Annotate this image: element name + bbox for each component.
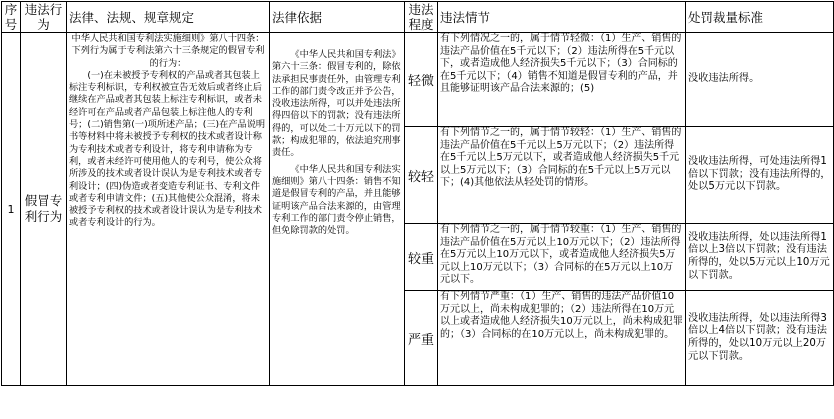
header-laws: 法律、法规、规章规定 — [67, 2, 270, 33]
header-basis: 法律依据 — [270, 2, 405, 33]
situation-minor: 有下列情况之一的，属于情节轻微：（1）生产、销售的违法产品价值在5千元以下；（2）违法所得在5千元以下，或者造成他人经济损失5千元以下；（3）合同标的在5千元以下；（4）销售不知道是假冒专利的产品，并且能够证明该产品合法来源的；(5) — [438, 33, 686, 127]
header-seq: 序号 — [2, 2, 21, 33]
basis-p2: 《中华人民共和国专利法实施细则》第八十四条：销售不知道是假冒专利的产品，并且能够证明该产品合法来源的，由管理专利工作的部门责令停止销售，但免除罚款的处罚。 — [272, 163, 401, 237]
laws-cell — [67, 33, 270, 386]
header-penalty: 处罚裁量标准 — [686, 2, 834, 33]
header-situation: 违法情节 — [438, 2, 686, 33]
laws-body: (一)在未被授予专利权的产品或者其包装上标注专利标识，专利权被宣告无效后或者终止后继续在产品或者其包装上标注专利标识，或者未经许可在产品或者产品包装上标注他人的专利号；(二)销售第(一)项所述产品；(三)在产品说明书等材料中将未被授予专利权的技术或者设计称为专利技术或者专利设计，将专利申请称为专利，或者未经许可使用他人的专利号，使公众将所涉及的技术或者设计误认为是专利技术或者专利设计；(四)伪造或者变造专利证书、专利文件或者专利申请文件；(五)其他使公众混淆，将未被授予专利权的技术或者设计误认为是专利技术或者专利设计的行为。 — [69, 69, 266, 229]
penalty-severe: 没收违法所得，处以违法所得3倍以上4倍以下罚款；没有违法所得的，处以10万元以上20万元以下罚款。 — [686, 291, 834, 386]
basis-cell — [270, 33, 405, 386]
header-act: 违法行为 — [21, 2, 67, 33]
penalty-standard-table — [1, 1, 834, 386]
penalty-minor: 没收违法所得。 — [686, 33, 834, 127]
degree-minor: 轻微 — [405, 33, 438, 127]
situation-severe: 有下列情节严重：（1）生产、销售的违法产品价值10万元以上，尚未构成犯罪的；（2）违法所得在10万元以上或者造成他人经济损失10万元以上，尚未构成犯罪的；（3）合同标的在10万元以上，尚未构成犯罪的。 — [438, 291, 686, 386]
row-seq: 1 — [2, 33, 21, 386]
penalty-light: 没收违法所得，可处违法所得1倍以下罚款；没有违法所得的，处以5万元以下罚款。 — [686, 127, 834, 224]
degree-light: 较轻 — [405, 127, 438, 224]
situation-heavy: 有下列情节之一的，属于情节较重：（1）生产、销售的违法产品价值在5万元以上10万元以下；（2）违法所得在5万元以上10万元以下，或者造成他人经济损失5万元以上10万元以下；（3）合同标的在5万元以上10万元以下。 — [438, 224, 686, 291]
header-degree: 违法程度 — [405, 2, 438, 33]
penalty-heavy: 没收违法所得，处以违法所得1倍以上3倍以下罚款；没有违法所得的，处以5万元以上10万元以下罚款。 — [686, 224, 834, 291]
table-row — [2, 33, 834, 127]
header-row — [2, 2, 834, 33]
degree-heavy: 较重 — [405, 224, 438, 291]
situation-light: 有下列情节之一的，属于情节较轻：（1）生产、销售的违法产品价值在5千元以上5万元以下；（2）违法所得在5千元以上5万元以下，或者造成他人经济损失5千元以上5万元以下；（3）合同标的在5千元以上5万元以下；(4)其他依法从轻处罚的情形。 — [438, 127, 686, 224]
degree-severe: 严重 — [405, 291, 438, 386]
basis-p1: 《中华人民共和国专利法》第六十三条：假冒专利的，除依法承担民事责任外，由管理专利工作的部门责令改正并予公告，没收违法所得，可以并处违法所得四倍以下的罚款；没有违法所得的，可以处二十万元以下的罚款；构成犯罪的，依法追究刑事责任。 — [272, 49, 401, 159]
violation-act: 假冒专利行为 — [21, 33, 67, 386]
laws-title: 中华人民共和国专利法实施细则》第八十四条：下列行为属于专利法第六十三条规定的假冒专利的行为： — [71, 33, 265, 69]
